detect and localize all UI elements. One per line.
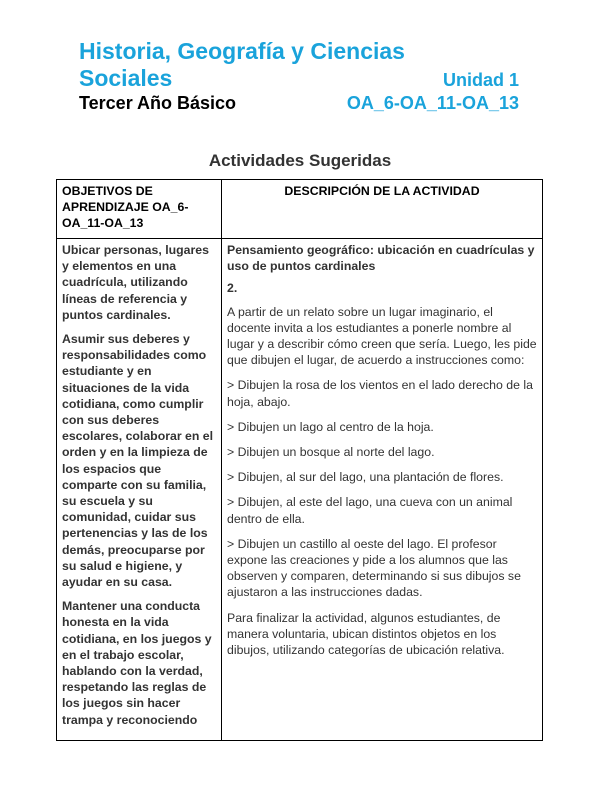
activity-number: 2. [227, 281, 238, 296]
activity-instruction: > Dibujen un castillo al oeste del lago. El profesor expone las creaciones y pide a los alumnos que las observen y comparen, determinando si sus dibujos se ajustaron a las instrucciones dadas. [227, 536, 521, 600]
header-row-2 [79, 65, 519, 92]
activity-instruction: > Dibujen un lago al centro de la hoja. [227, 419, 434, 434]
subject-title-line2: Sociales [79, 65, 173, 91]
objective-item: Ubicar personas, lugares y elementos en una cuadrícula, utilizando líneas de referencia y puntos cardinales. [62, 243, 209, 322]
section-title: Actividades Sugeridas [208, 151, 392, 170]
table-row [57, 239, 543, 741]
unit-label: Unidad 1 [442, 70, 519, 90]
table-header-row [57, 180, 543, 239]
objective-item: Mantener una conducta honesta en la vida cotidiana, en los juegos y en el trabajo escolar, hablando con la verdad, respetando las reglas de los juegos sin hacer trampa y reconociendo [62, 599, 212, 727]
activity-instruction: > Dibujen un bosque al norte del lago. [227, 445, 435, 460]
description-cell [222, 239, 543, 741]
activities-table [56, 179, 543, 741]
objective-codes: OA_6-OA_11-OA_13 [346, 93, 519, 113]
activity-instruction: > Dibujen, al este del lago, una cueva con un animal dentro de ella. [227, 495, 513, 526]
grade-label: Tercer Año Básico [79, 93, 237, 113]
activity-paragraph: A partir de un relato sobre un lugar imaginario, el docente invita a los estudiantes a ponerle nombre al lugar y a describir cómo creen que sería. Luego, les pide que dibujen el lugar, de acuerdo a instrucciones como: [227, 304, 537, 368]
activity-instruction: > Dibujen, al sur del lago, una plantación de flores. [227, 470, 504, 485]
objectives-header: OBJETIVOS DE APRENDIZAJE OA_6-OA_11-OA_13 [57, 180, 222, 239]
activity-instruction: > Dibujen la rosa de los vientos en el lado derecho de la hoja, abajo. [227, 378, 533, 409]
header-row-3 [79, 93, 519, 114]
description-header: DESCRIPCIÓN DE LA ACTIVIDAD [222, 180, 543, 239]
subject-title-line1: Historia, Geografía y Ciencias [79, 38, 405, 64]
objectives-cell [57, 239, 222, 741]
activity-paragraph: Para finalizar la actividad, algunos estudiantes, de manera voluntaria, ubican distintos objetos en los dibujos, utilizando categorías de ubicación relativa. [227, 610, 505, 658]
objective-item: Asumir sus deberes y responsabilidades como estudiante y en situaciones de la vida cotidiana, como cumplir con sus deberes escolares, colaborar en el orden y en la limpieza de los espacios que comparte con su familia, su escuela y su comunidad, cuidar sus pertenencias y las de los demás, preocuparse por su salud e higiene, y ayudar en su casa. [62, 332, 214, 590]
activity-title: Pensamiento geográfico: ubicación en cuadrículas y uso de puntos cardinales [227, 243, 535, 274]
document-header [79, 38, 519, 114]
